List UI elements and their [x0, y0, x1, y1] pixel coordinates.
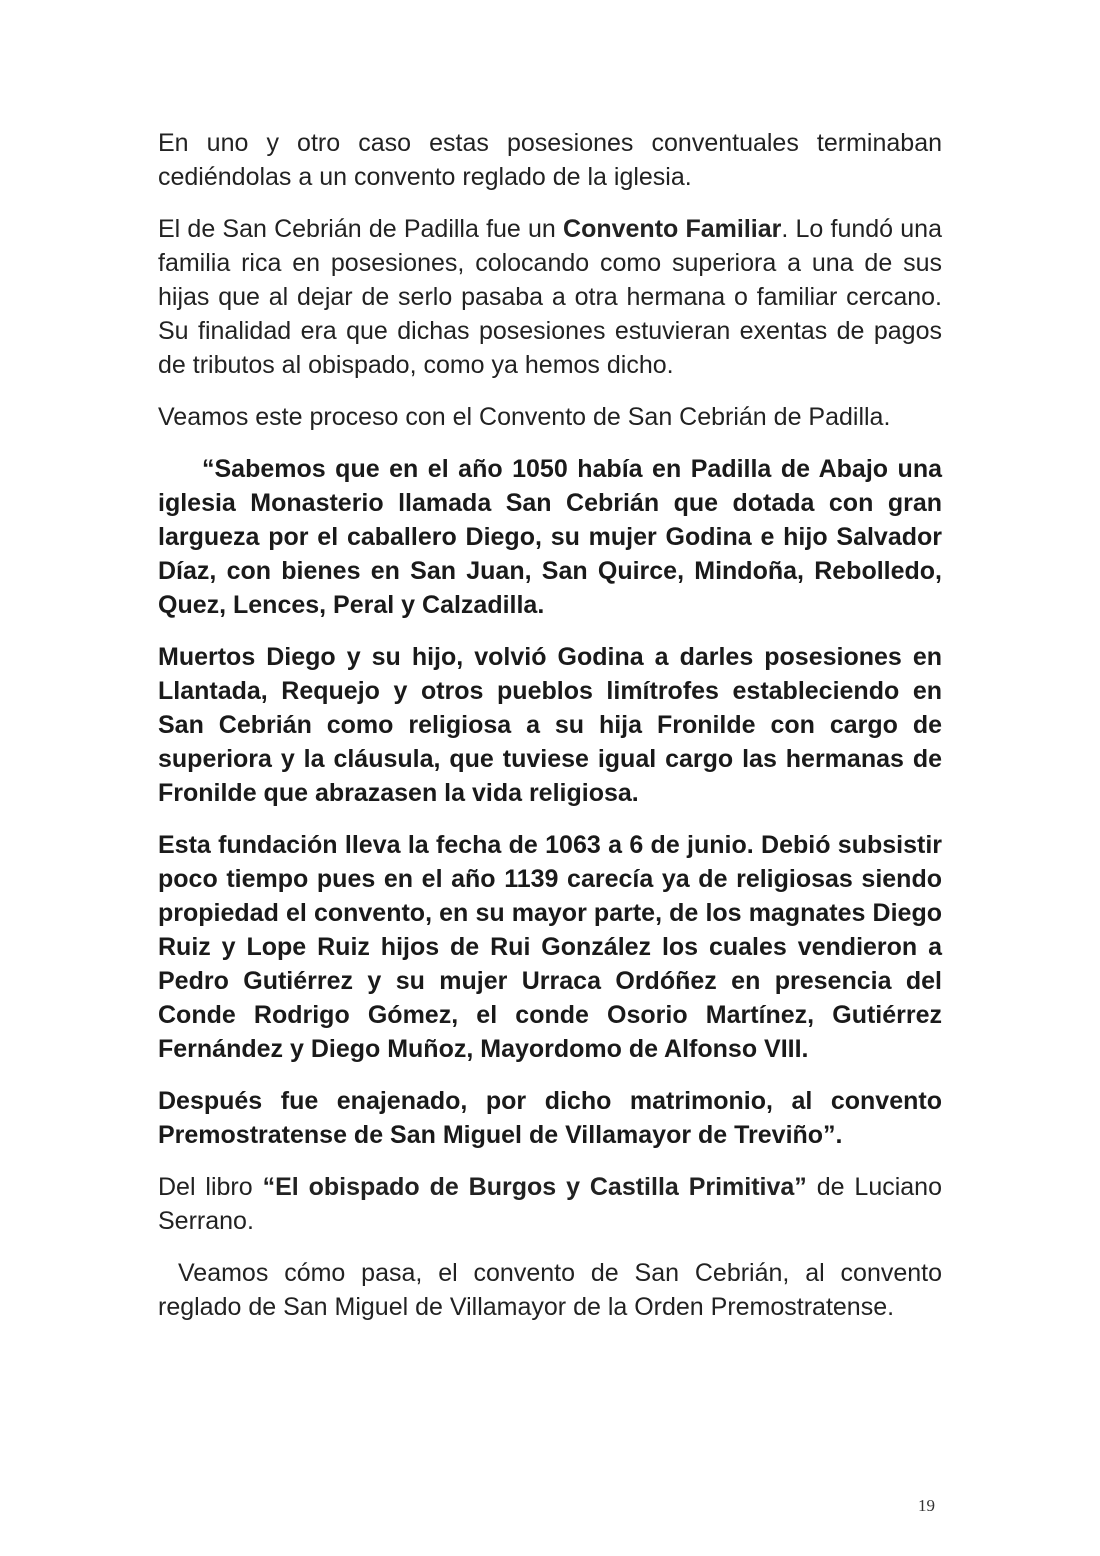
paragraph-source	[158, 1170, 942, 1238]
text-segment: de Luciano Serrano.	[158, 1173, 942, 1235]
quote-paragraph-2: Muertos Diego y su hijo, volvió Godina a darles posesiones en Llantada, Requejo y otros pueblos limítrofes estableciendo en San Cebrián como religiosa a su hija Fronilde con cargo de superiora y la cláusula, que tuviese igual cargo las hermanas de Fronilde que abrazasen la vida religiosa.	[158, 643, 942, 807]
bold-term-convento-familiar: Convento Familiar	[563, 215, 782, 243]
document-body	[158, 126, 942, 1342]
quote-paragraph-1: “Sabemos que en el año 1050 había en Padilla de Abajo una iglesia Monasterio llamada San Cebrián que dotada con gran largueza por el caballero Diego, su mujer Godina e hijo Salvador Díaz, con bienes en San Juan, San Quirce, Mindoña, Rebolledo, Quez, Lences, Peral y Calzadilla.	[158, 455, 942, 619]
paragraph-intro: En uno y otro caso estas posesiones conventuales terminaban cediéndolas a un convento reglado de la iglesia.	[158, 129, 942, 191]
text-segment: El de San Cebrián de Padilla fue un	[158, 215, 564, 243]
quote-paragraph-3: Esta fundación lleva la fecha de 1063 a 6 de junio. Debió subsistir poco tiempo pues en el año 1139 carecía ya de religiosas siendo propiedad el convento, en su mayor parte, de los magnates Diego Ruiz y Lope Ruiz hijos de Rui González los cuales vendieron a Pedro Gutiérrez y su mujer Urraca Ordóñez en presencia del Conde Rodrigo Gómez, el conde Osorio Martínez, Gutiérrez Fernández y Diego Muñoz, Mayordomo de Alfonso VIII.	[158, 831, 942, 1063]
text-segment: . Lo fundó una familia rica en posesiones, colocando como superiora a una de sus hijas que al dejar de serlo pasaba a otra hermana o familiar cercano. Su finalidad era que dichas posesiones estuvieran exentas de pagos de tributos al obispado, como ya hemos dicho.	[158, 215, 942, 379]
paragraph-closing: Veamos cómo pasa, el convento de San Cebrián, al convento reglado de San Miguel de Villamayor de la Orden Premostratense.	[158, 1259, 942, 1321]
paragraph-process: Veamos este proceso con el Convento de San Cebrián de Padilla.	[158, 403, 891, 431]
quote-paragraph-4: Después fue enajenado, por dicho matrimonio, al convento Premostratense de San Miguel de Villamayor de Treviño”.	[158, 1087, 942, 1149]
book-title: “El obispado de Burgos y Castilla Primitiva”	[262, 1173, 807, 1201]
paragraph-convento-familiar	[158, 212, 942, 382]
page-number: 19	[918, 1496, 935, 1515]
text-segment: Del libro	[158, 1173, 263, 1201]
